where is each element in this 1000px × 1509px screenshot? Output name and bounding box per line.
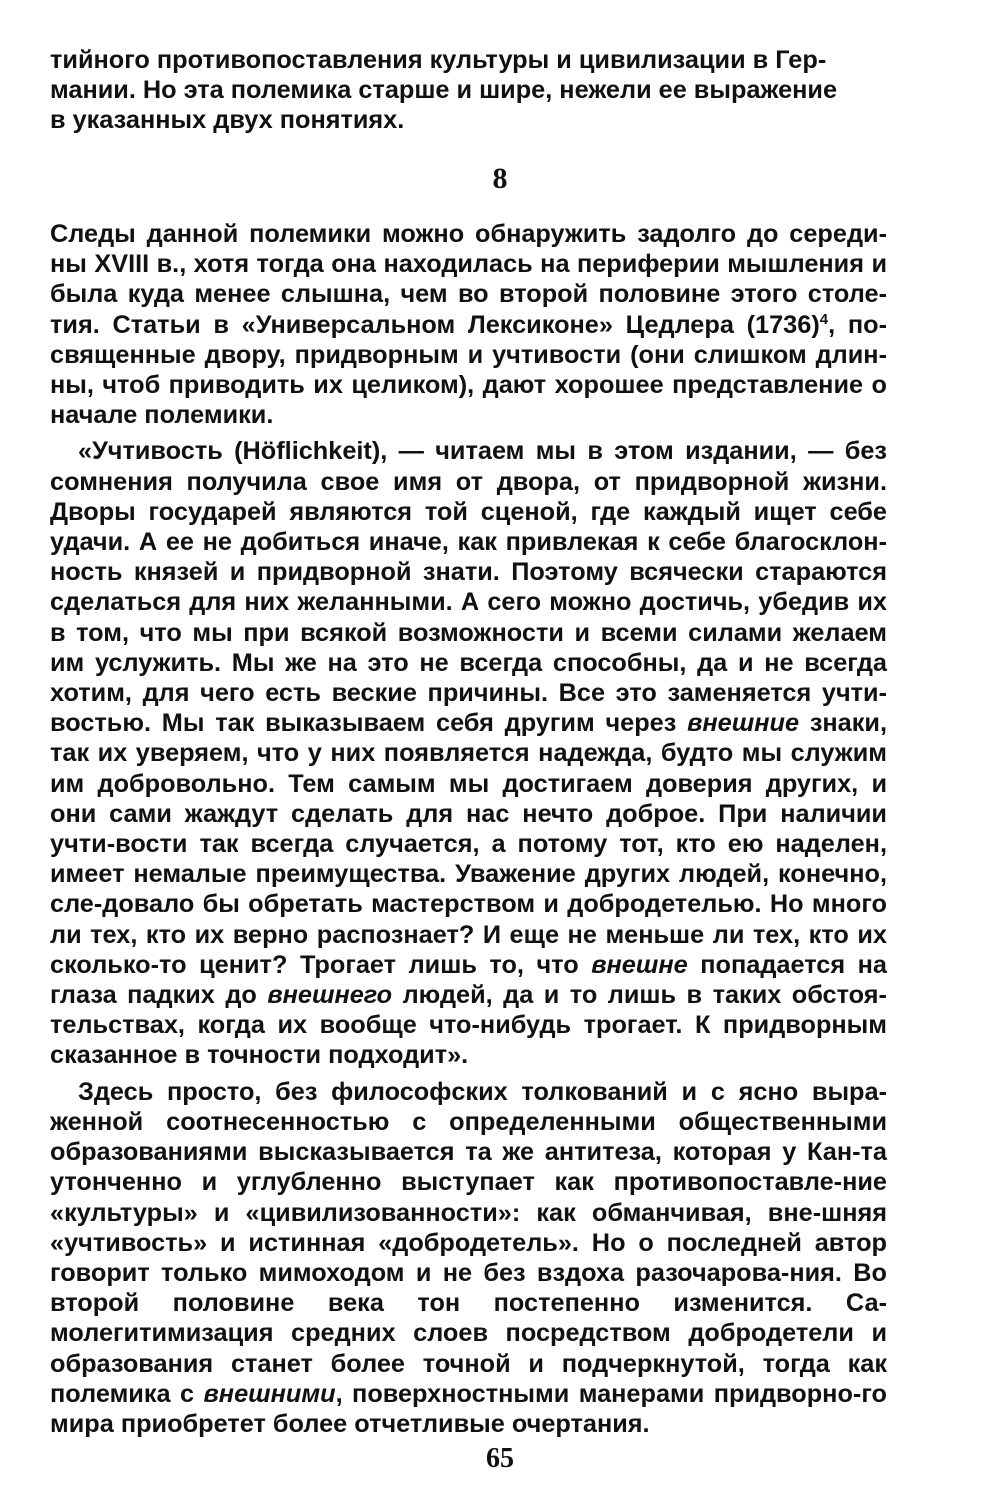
emphasis-word: внешне — [591, 950, 688, 979]
opening-line: в указанных двух понятиях. — [50, 106, 405, 135]
section-number: 8 — [492, 162, 508, 195]
footnote-marker: 4 — [819, 310, 829, 328]
opening-paragraph — [50, 45, 887, 136]
opening-line: тийного противопоставления культуры и цивилизации в Гер- — [50, 46, 827, 74]
emphasis-word: внешними — [203, 1379, 336, 1408]
opening-line: мании. Но эта полемика старше и шире, нежели ее выражение — [50, 76, 838, 105]
paragraph-1: Следы данной полемики можно обнаружить задолго до середи-ны XVIII в., хотя тогда она находилась на периферии мышления и была куда менее слышна, чем во второй половине этого столе-тия. Статьи в «Универсальном Лексиконе» Цедлера $(1736)^4$, по-священные двору, придворным и учтивости (они слишком длин-ны, чтоб приводить их целиком), дают хорошее представление о начале полемики. — [50, 220, 887, 430]
emphasis-word: внешнего — [267, 981, 393, 1010]
paragraph-3: Здесь просто, без философских толкований и с ясно выра-женной соотнесенностью с определенными общественными образованиями высказывается та же антитеза, которая у Кан-та утонченно и углубленно выступает как противопоставле-ние «культуры» и «цивилизованности»: как обманчивая, вне-шняя «учтивость» и истинная «добродетель». Но о последней автор говорит только мимоходом и не без вздоха разочарова-ния. Во второй половине века тон постепенно изменится. Са-молегитимизация средних слоев посредством добродетели и образования станет более точной и подчеркнутой, тогда как полемика с внешними, поверхностными манерами придворно-го мира приобретет более отчетливые очертания. — [50, 1077, 887, 1438]
body-text — [50, 219, 887, 1439]
paragraph-2-quote: «Учтивость (Höflichkeit), — читаем мы в этом издании, — без сомнения получила свое имя от двора, от придворной жизни. Дворы государей являются той сценой, где каждый ищет себе удачи. А ее не добиться иначе, как привлекая к себе благосклон-ность князей и придворной знати. Поэтому всячески стараются сделаться для них желанными. А сего можно достичь, убедив их в том, что мы при всякой возможности и всеми силами желаем им услужить. Мы же на это не всегда способны, да и не всегда хотим, для чего есть веские причины. Все это заменяется учти-востью. Мы так выказываем себя другим через внешние знаки, так их уверяем, что у них появляется надежда, будто мы служим им добровольно. Тем самым мы достигаем доверия других, и они сами жаждут сделать для нас нечто доброе. При наличии учти-вости так всегда случается, а потому тот, кто ею наделен, имеет немалые преимущества. Уважение других людей, конечно, сле-довало бы обретать мастерством и добродетелью. Но много ли тех, кто их верно распознает? И еще не меньше ли тех, кто их сколько-то ценит? Трогает лишь то, что внешне попадается на глаза падких до внешнего людей, да и то лишь в таких обстоя-тельствах, когда их вообще что-нибудь трогает. К придворным сказанное в точности подходит». — [50, 437, 888, 1070]
emphasis-word: внешние — [687, 709, 800, 738]
page-number: 65 — [486, 1443, 514, 1474]
